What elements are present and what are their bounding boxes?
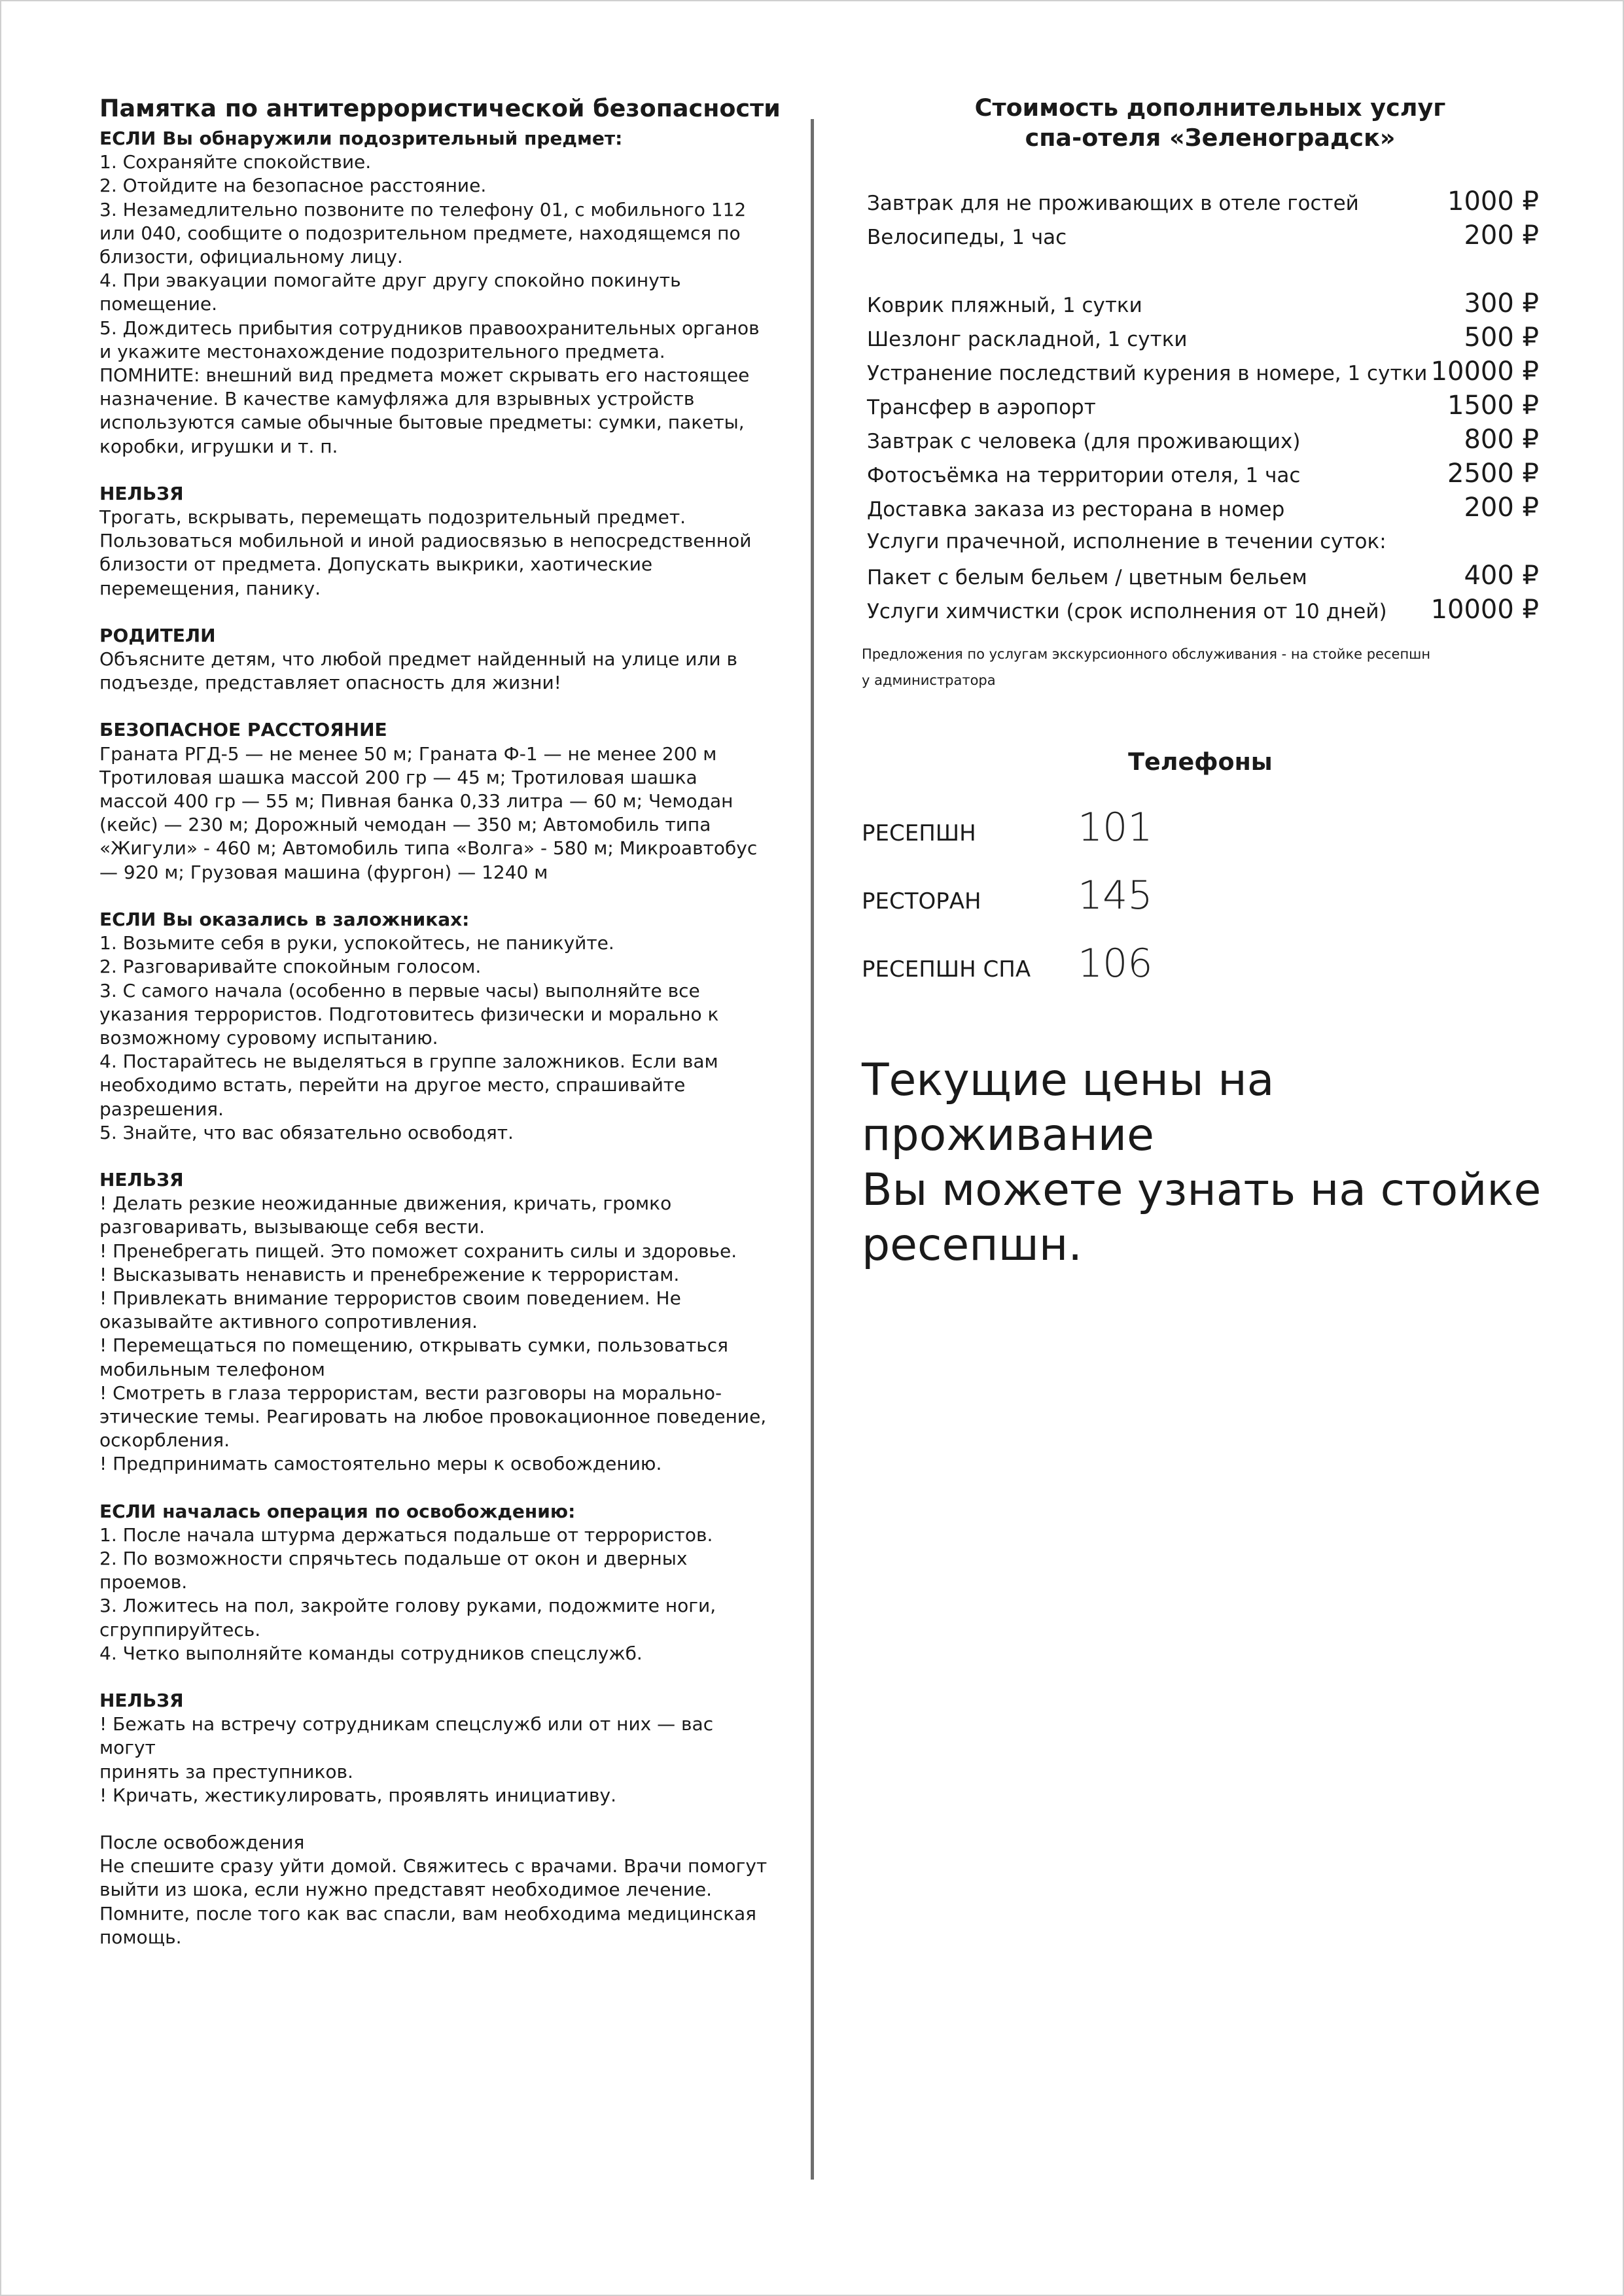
memo-section xyxy=(99,718,773,884)
memo-line: указания террористов. Подготовитесь физически и морально к xyxy=(99,1003,719,1025)
memo-line: «Жигули» - 460 м; Автомобиль типа «Волга» - 580 м; Микроавтобус xyxy=(99,837,758,860)
memo-section-heading: ЕСЛИ Вы оказались в заложниках: xyxy=(99,908,470,930)
phone-row xyxy=(862,805,1539,873)
service-name: Доставка заказа из ресторана в номер xyxy=(867,498,1285,521)
service-name: Завтрак для не проживающих в отеле гостей xyxy=(867,192,1359,215)
memo-line: 1. Возьмите себя в руки, успокойтесь, не паникуйте. xyxy=(99,932,614,954)
memo-line: и укажите местонахождение подозрительного предмета. xyxy=(99,340,665,362)
memo-line: 2. Разговаривайте спокойным голосом. xyxy=(99,956,482,978)
hotel-info xyxy=(862,93,1542,1273)
memo-line: оказывайте активного сопротивления. xyxy=(99,1311,478,1333)
service-name: Пакет с белым бельем / цветным бельем xyxy=(867,566,1307,589)
service-row xyxy=(862,389,1539,423)
memo-line: подъезде, представляет опасность для жизни! xyxy=(99,672,561,694)
prices-note-line2: Вы можете узнать на стойке xyxy=(862,1164,1542,1216)
memo-line: 4. При эвакуации помогайте друг другу спокойно покинуть xyxy=(99,270,681,292)
service-row xyxy=(862,593,1539,627)
service-price: 400 ₽ xyxy=(1464,561,1539,591)
service-row xyxy=(862,287,1539,321)
service-name: Трансфер в аэропорт xyxy=(867,396,1096,419)
memo-line: ! Привлекать внимание террористов своим поведением. Не xyxy=(99,1287,681,1309)
memo-line: Объясните детям, что любой предмет найденный на улице или в xyxy=(99,648,737,670)
memo-section-heading: ЕСЛИ началась операция по освобождению: xyxy=(99,1500,576,1522)
phone-label: РЕСЕПШН xyxy=(862,820,976,846)
memo-line: 1. Сохраняйте спокойствие. xyxy=(99,151,372,173)
phone-row xyxy=(862,873,1539,941)
memo-line: принять за преступников. xyxy=(99,1760,353,1783)
memo-section xyxy=(99,1831,773,1949)
excursion-note xyxy=(862,641,1539,693)
service-row xyxy=(862,457,1539,491)
service-name: Услуги прачечной, исполнение в течении суток: xyxy=(867,530,1386,553)
memo-line: выйти из шока, если нужно представят необходимое лечение. xyxy=(99,1879,713,1901)
memo-line: используются самые обычные бытовые предметы: сумки, пакеты, xyxy=(99,411,745,434)
memo-line: — 920 м; Грузовая машина (фургон) — 1240 м xyxy=(99,861,548,883)
memo-line: помощь. xyxy=(99,1926,182,1948)
memo-line: 2. Отойдите на безопасное расстояние. xyxy=(99,175,487,197)
memo-section-heading: РОДИТЕЛИ xyxy=(99,624,216,646)
memo-line: ! Делать резкие неожиданные движения, кричать, громко xyxy=(99,1192,672,1215)
excursion-note-line2: у администратора xyxy=(862,672,996,688)
memo-line: массой 400 гр — 55 м; Пивная банка 0,33 литра — 60 м; Чемодан xyxy=(99,790,733,812)
accommodation-prices-note xyxy=(862,1053,1555,1273)
excursion-note-line1: Предложения по услугам экскурсионного обслуживания - на стойке ресепшн xyxy=(862,646,1431,662)
memo-line: ! Высказывать ненависть и пренебрежение к террористам. xyxy=(99,1263,680,1285)
memo-line: Помните, после того как вас спасли, вам необходима медицинская xyxy=(99,1902,757,1924)
memo-line: этические темы. Реагировать на любое провокационное поведение, xyxy=(99,1405,767,1427)
memo-line: Тротиловая шашка массой 200 гр — 45 м; Тротиловая шашка xyxy=(99,766,697,788)
service-price: 10000 ₽ xyxy=(1430,595,1539,625)
service-name: Устранение последствий курения в номере, 1 сутки xyxy=(867,362,1428,385)
memo-line: Граната РГД-5 — не менее 50 м; Граната Ф-1 — не менее 200 м xyxy=(99,742,717,765)
service-price: 1000 ₽ xyxy=(1447,186,1539,217)
memo-section xyxy=(99,127,773,459)
service-price: 2500 ₽ xyxy=(1447,459,1539,489)
memo-sections xyxy=(99,127,773,1949)
memo-line: ! Пренебрегать пищей. Это поможет сохранить силы и здоровье. xyxy=(99,1240,737,1262)
memo-line: 3. Незамедлительно позвоните по телефону 01, с мобильного 112 xyxy=(99,198,747,220)
memo-line: или 040, сообщите о подозрительном предмете, находящемся по xyxy=(99,222,741,244)
memo-line: 4. Постарайтесь не выделяться в группе заложников. Если вам xyxy=(99,1051,718,1073)
memo-section-heading: НЕЛЬЗЯ xyxy=(99,482,184,504)
memo-section-heading: НЕЛЬЗЯ xyxy=(99,1689,184,1711)
memo-line: помещение. xyxy=(99,293,218,315)
memo-line: ! Бежать на встречу сотрудникам спецслужб или от них — вас могут xyxy=(99,1713,714,1759)
phone-number: 101 xyxy=(1078,805,1153,850)
service-name: Фотосъёмка на территории отеля, 1 час xyxy=(867,464,1301,487)
service-row xyxy=(862,525,1539,559)
memo-line: назначение. В качестве камуфляжа для взрывных устройств xyxy=(99,388,695,410)
services-list xyxy=(862,184,1539,627)
memo-title: Памятка по антитеррористической безопасности xyxy=(99,94,781,122)
service-row xyxy=(862,559,1539,593)
service-price: 500 ₽ xyxy=(1464,322,1539,353)
memo-section xyxy=(99,1689,773,1807)
memo-line: ! Смотреть в глаза террористам, вести разговоры на морально- xyxy=(99,1382,722,1404)
memo-line: перемещения, панику. xyxy=(99,577,321,599)
service-row xyxy=(862,491,1539,525)
memo-line: разрешения. xyxy=(99,1098,224,1120)
memo-line: Пользоваться мобильной и иной радиосвязью в непосредственной xyxy=(99,530,752,552)
services-group-1 xyxy=(862,184,1539,252)
memo-line: ! Предпринимать самостоятельно меры к освобождению. xyxy=(99,1453,662,1475)
service-row xyxy=(862,321,1539,355)
phone-number: 106 xyxy=(1078,941,1153,986)
memo-section-heading: БЕЗОПАСНОЕ РАССТОЯНИЕ xyxy=(99,719,387,741)
phone-row xyxy=(862,941,1539,1009)
memo-line: ! Перемещаться по помещению, открывать сумки, пользоваться xyxy=(99,1334,729,1357)
memo-line: После освобождения xyxy=(99,1832,305,1853)
phones-title: Телефоны xyxy=(1128,748,1273,776)
service-row xyxy=(862,218,1539,252)
memo-line: близости от предмета. Допускать выкрики, хаотические xyxy=(99,553,653,576)
memo-line: проемов. xyxy=(99,1571,188,1593)
service-row xyxy=(862,355,1539,389)
services-title-line2: спа-отеля «Зеленоградск» xyxy=(1025,124,1396,152)
phone-label: РЕСТОРАН xyxy=(862,888,981,914)
memo-line: разговаривать, вызывающе себя вести. xyxy=(99,1216,485,1238)
services-gap xyxy=(862,252,1539,287)
memo-section xyxy=(99,908,773,1145)
services-title xyxy=(862,93,1539,153)
memo-section xyxy=(99,1500,773,1665)
memo-line: коробки, игрушки и т. п. xyxy=(99,435,338,457)
antiterror-memo xyxy=(99,93,781,1949)
services-group-2 xyxy=(862,287,1539,627)
memo-section xyxy=(99,1168,773,1476)
memo-line: 4. Четко выполняйте команды сотрудников спецслужб. xyxy=(99,1642,643,1664)
memo-line: близости, официальному лицу. xyxy=(99,246,403,268)
service-price: 200 ₽ xyxy=(1464,493,1539,523)
memo-line: мобильным телефоном xyxy=(99,1358,325,1380)
memo-line: Трогать, вскрывать, перемещать подозрительный предмет. xyxy=(99,506,686,529)
memo-line: ! Кричать, жестикулировать, проявлять инициативу. xyxy=(99,1784,617,1806)
service-row xyxy=(862,423,1539,457)
service-name: Шезлонг раскладной, 1 сутки xyxy=(867,328,1188,351)
memo-line: сгруппируйтесь. xyxy=(99,1618,261,1641)
column-divider xyxy=(811,119,814,2180)
memo-section-heading: НЕЛЬЗЯ xyxy=(99,1168,184,1191)
prices-note-line3: ресепшн. xyxy=(862,1219,1082,1271)
phones-list xyxy=(862,805,1539,1009)
service-price: 1500 ₽ xyxy=(1447,391,1539,421)
service-price: 800 ₽ xyxy=(1464,425,1539,455)
prices-note-line1: Текущие цены на проживание xyxy=(862,1054,1275,1161)
memo-line: Не спешите сразу уйти домой. Свяжитесь с врачами. Врачи помогут xyxy=(99,1855,768,1877)
memo-section-heading: ЕСЛИ Вы обнаружили подозрительный предмет: xyxy=(99,128,623,149)
service-price: 300 ₽ xyxy=(1464,288,1539,319)
memo-line: 1. После начала штурма держаться подальше от террористов. xyxy=(99,1523,713,1546)
service-name: Велосипеды, 1 час xyxy=(867,226,1067,249)
memo-line: 3. С самого начала (особенно в первые часы) выполняйте все xyxy=(99,979,700,1001)
phone-number: 145 xyxy=(1078,873,1153,918)
memo-line: возможному суровому испытанию. xyxy=(99,1026,438,1049)
service-price: 10000 ₽ xyxy=(1430,357,1539,387)
memo-section xyxy=(99,482,773,600)
memo-line: 5. Знайте, что вас обязательно освободят. xyxy=(99,1121,514,1143)
memo-line: ПОМНИТЕ: внешний вид предмета может скрывать его настоящее xyxy=(99,364,750,387)
service-name: Услуги химчистки (срок исполнения от 10 дней) xyxy=(867,600,1387,623)
memo-line: 5. Дождитесь прибытия сотрудников правоохранительных органов xyxy=(99,317,760,339)
memo-line: 2. По возможности спрячьтесь подальше от окон и дверных xyxy=(99,1547,688,1569)
memo-line: необходимо встать, перейти на другое место, спрашивайте xyxy=(99,1074,686,1096)
services-title-line1: Стоимость дополнительных услуг xyxy=(974,94,1446,122)
service-name: Коврик пляжный, 1 сутки xyxy=(867,294,1142,317)
memo-line: 3. Ложитесь на пол, закройте голову руками, подожмите ноги, xyxy=(99,1595,716,1617)
memo-line: (кейс) — 230 м; Дорожный чемодан — 350 м; Автомобиль типа xyxy=(99,814,711,836)
service-price: 200 ₽ xyxy=(1464,220,1539,251)
memo-line: оскорбления. xyxy=(99,1429,230,1452)
memo-section xyxy=(99,624,773,695)
phone-label: РЕСЕПШН СПА xyxy=(862,956,1031,983)
service-row xyxy=(862,184,1539,218)
service-name: Завтрак с человека (для проживающих) xyxy=(867,430,1301,453)
